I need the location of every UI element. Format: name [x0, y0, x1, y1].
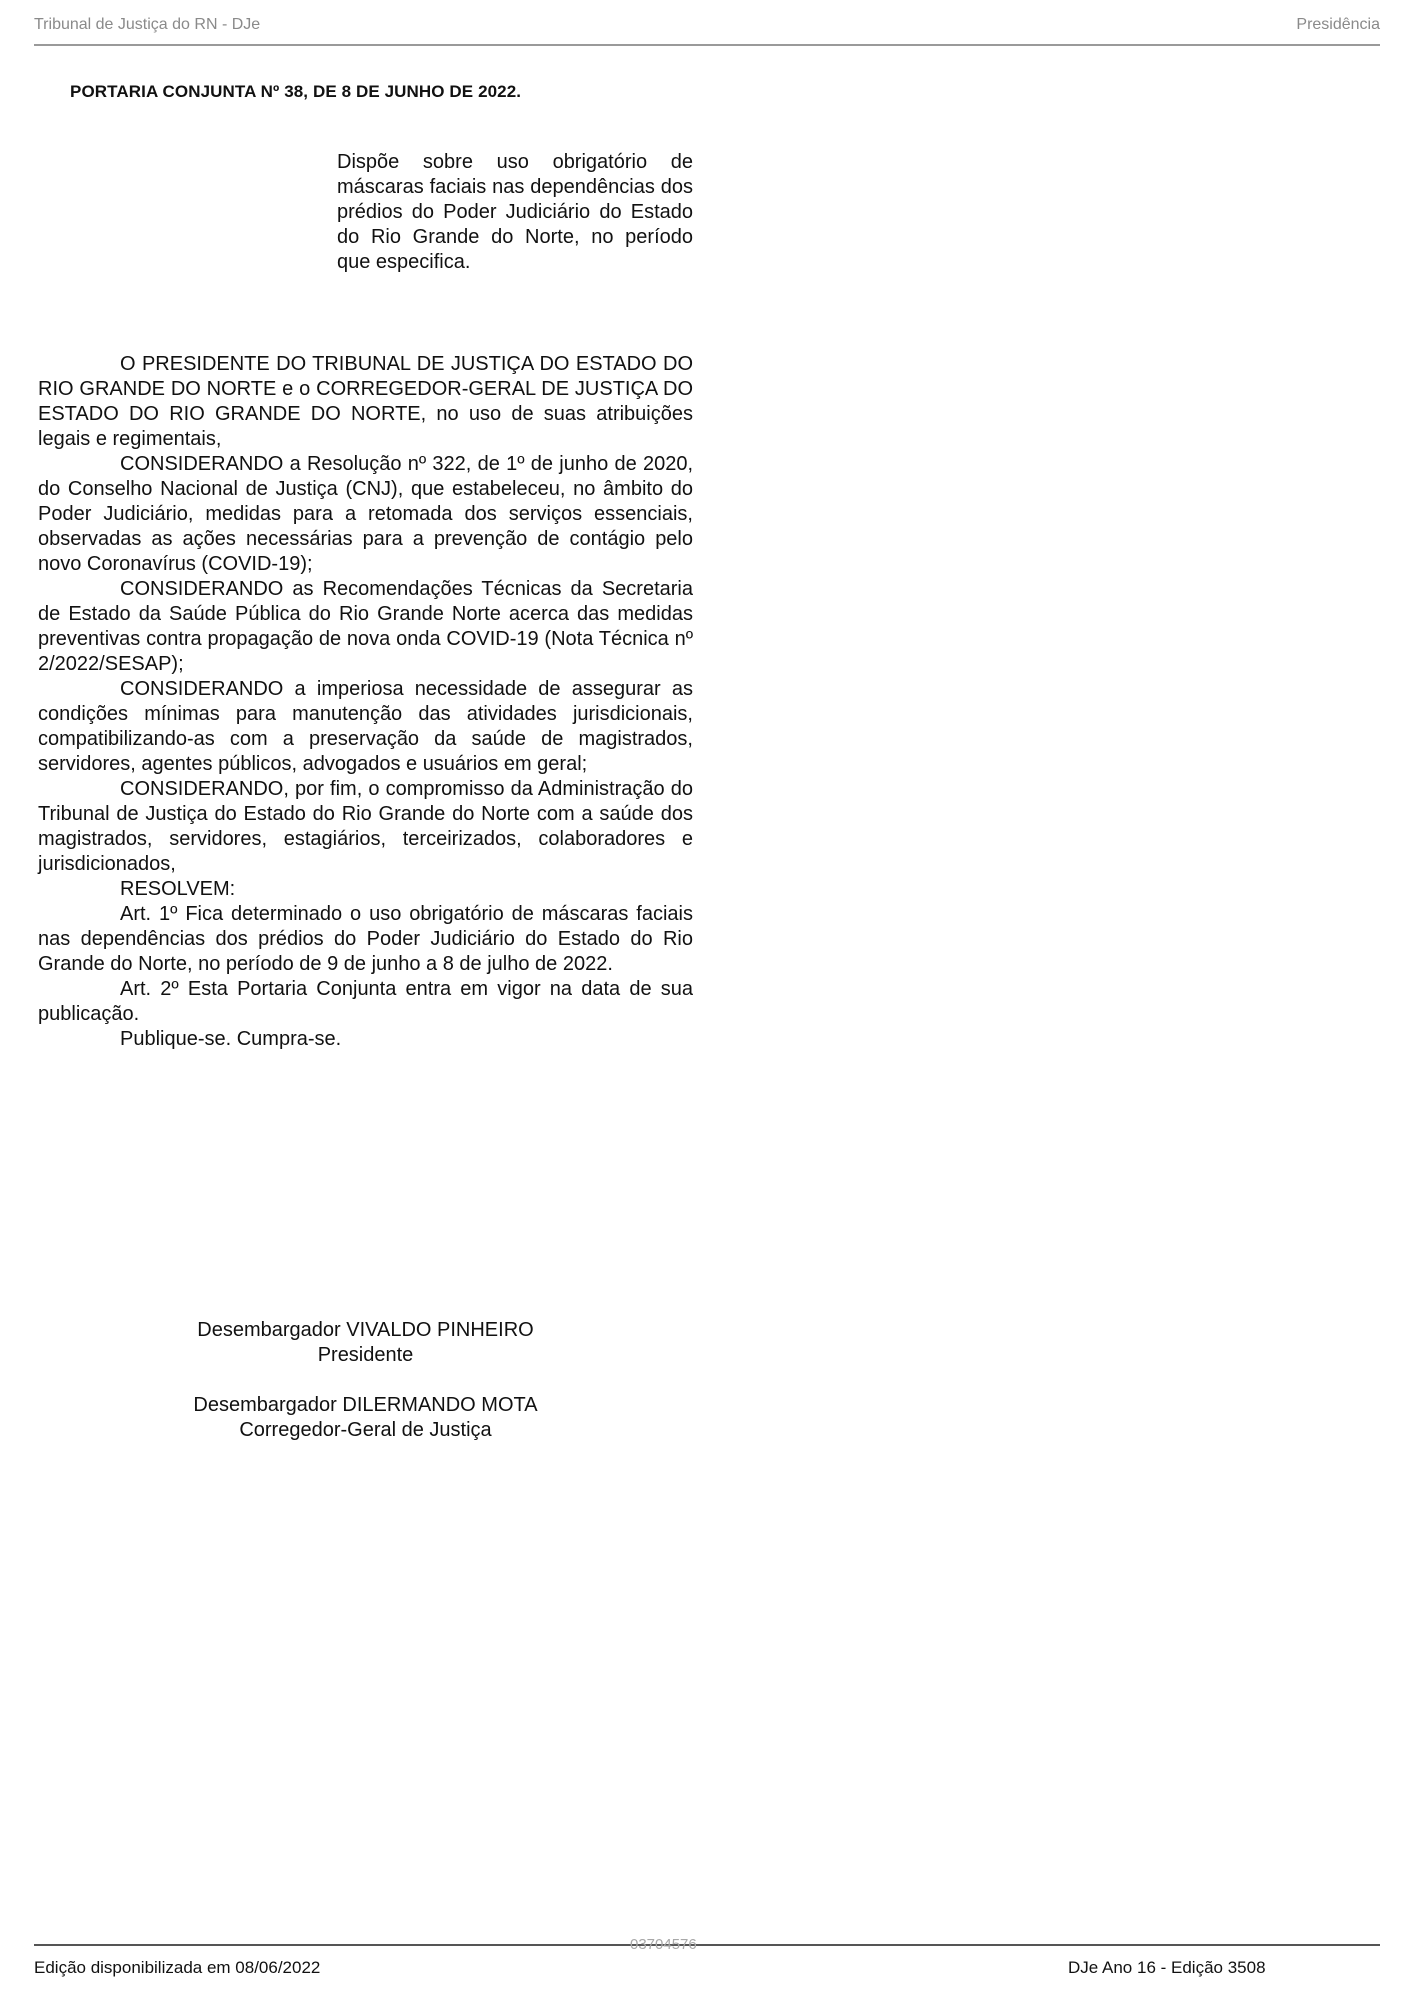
signature-role: Corregedor-Geral de Justiça — [239, 1419, 492, 1441]
header-section-name: Presidência — [1296, 16, 1380, 33]
footer-availability-date: Edição disponibilizada em 08/06/2022 — [34, 1958, 321, 1977]
signature-name: Desembargador VIVALDO PINHEIRO — [197, 1319, 534, 1341]
considerando-paragraph-2: CONSIDERANDO as Recomendações Técnicas da Secretaria de Estado da Saúde Pública do Rio Grande Norte acerca das medidas preventivas contra propagação de nova onda COVID-19 (Nota Técnica nº 2/2022/SESAP); — [38, 578, 693, 675]
document-body — [38, 352, 693, 1052]
signature-name: Desembargador DILERMANDO MOTA — [193, 1394, 538, 1416]
footer-edition: DJe Ano 16 - Edição 3508 — [1068, 1958, 1266, 1977]
closing-formula: Publique-se. Cumpra-se. — [120, 1028, 342, 1050]
signature-role: Presidente — [317, 1344, 414, 1366]
document-title: PORTARIA CONJUNTA Nº 38, DE 8 DE JUNHO DE 2022. — [70, 82, 522, 101]
page-header — [34, 14, 1380, 46]
signature-block-president — [38, 1318, 693, 1368]
footer-document-code: 03704576 — [630, 1936, 697, 1953]
document-ementa: Dispõe sobre uso obrigatório de máscaras faciais nas dependências dos prédios do Poder Judiciário do Estado do Rio Grande do Norte, no período que especifica. — [337, 151, 693, 273]
page-footer — [34, 1936, 1380, 2002]
considerando-paragraph-1: CONSIDERANDO a Resolução nº 322, de 1º de junho de 2020, do Conselho Nacional de Justiça (CNJ), que estabeleceu, no âmbito do Poder Judiciário, medidas para a retomada dos serviços essenciais, observadas as ações necessárias para a prevenção de contágio pelo novo Coronavírus (COVID-19); — [38, 453, 693, 575]
considerando-paragraph-4: CONSIDERANDO, por fim, o compromisso da Administração do Tribunal de Justiça do Estado do Rio Grande do Norte com a saúde dos magistrados, servidores, estagiários, terceirizados, colaboradores e jurisdicionados, — [38, 778, 693, 875]
considerando-paragraph-3: CONSIDERANDO a imperiosa necessidade de assegurar as condições mínimas para manutenção das atividades jurisdicionais, compatibilizando-as com a preservação da saúde de magistrados, servidores, agentes públicos, advogados e usuários em geral; — [38, 678, 693, 775]
preamble-paragraph: O PRESIDENTE DO TRIBUNAL DE JUSTIÇA DO ESTADO DO RIO GRANDE DO NORTE e o CORREGEDOR-GERAL DE JUSTIÇA DO ESTADO DO RIO GRANDE DO NORTE, no uso de suas atribuições legais e regimentais, — [38, 353, 693, 450]
header-publication-name: Tribunal de Justiça do RN - DJe — [34, 16, 261, 33]
resolvem-heading: RESOLVEM: — [120, 878, 236, 900]
signatures — [38, 1318, 693, 1468]
signature-block-corregedor — [38, 1393, 693, 1443]
article-2: Art. 2º Esta Portaria Conjunta entra em vigor na data de sua publicação. — [38, 978, 693, 1025]
article-1: Art. 1º Fica determinado o uso obrigatório de máscaras faciais nas dependências dos prédios do Poder Judiciário do Estado do Rio Grande do Norte, no período de 9 de junho a 8 de julho de 2022. — [38, 903, 693, 975]
